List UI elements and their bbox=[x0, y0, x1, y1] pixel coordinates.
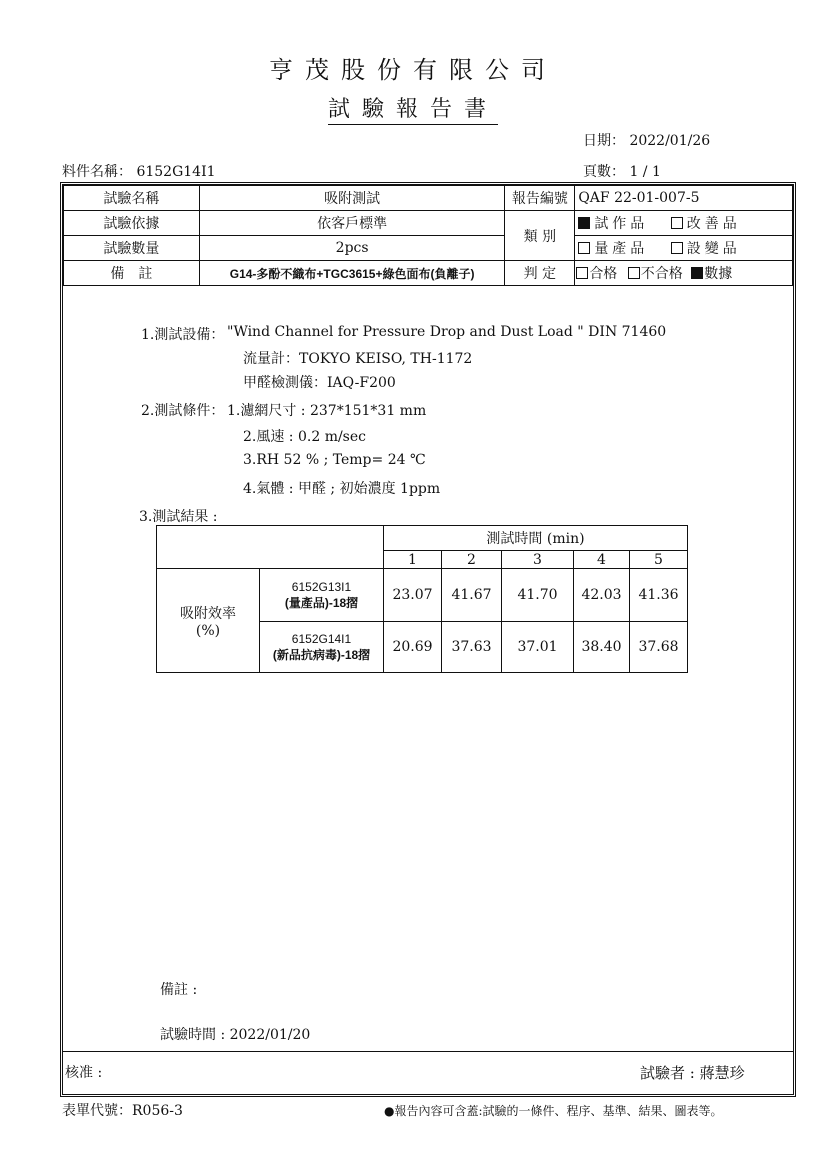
page-count: 頁數： 1 / 1 bbox=[583, 164, 661, 180]
equipment-line: 流量計：TOKYO KEISO, TH-1172 bbox=[243, 351, 473, 367]
divider bbox=[63, 1051, 793, 1052]
document-title-text: 試驗報告書 bbox=[328, 97, 498, 125]
checked-box-icon bbox=[691, 267, 703, 279]
test-basis-value: 依客戶標準 bbox=[199, 211, 505, 236]
result-value: 37.63 bbox=[442, 622, 502, 673]
remark-footer: 備註 : bbox=[160, 982, 198, 998]
document-title bbox=[0, 92, 826, 123]
results-corner bbox=[157, 526, 384, 569]
judge-options bbox=[575, 261, 793, 286]
empty-box-icon bbox=[671, 242, 683, 254]
category-label-text: 設變品 bbox=[686, 241, 741, 257]
test-basis-label: 試驗依據 bbox=[64, 211, 200, 236]
checked-box-icon bbox=[578, 217, 590, 229]
report-no-value: QAF 22-01-007-5 bbox=[575, 186, 793, 211]
judge-option-text: 合格 bbox=[589, 266, 618, 282]
category-label-text: 量產品 bbox=[594, 241, 649, 257]
test-name-value: 吸附測試 bbox=[199, 186, 505, 211]
sample-cell bbox=[260, 622, 384, 673]
form-code: 表單代號：R056-3 bbox=[62, 1103, 183, 1119]
report-date: 日期： 2022/01/26 bbox=[583, 133, 711, 149]
sample-cell bbox=[260, 569, 384, 622]
category-label-text: 試作品 bbox=[594, 216, 649, 232]
time-col-header: 4 bbox=[574, 551, 630, 569]
judge-option-text: 不合格 bbox=[640, 266, 683, 282]
equipment-line: 甲醛檢測儀：IAQ-F200 bbox=[243, 375, 396, 391]
category-row-1 bbox=[575, 211, 793, 236]
category-label: 類 別 bbox=[505, 211, 575, 261]
time-header: 測試時間 (min) bbox=[384, 526, 688, 551]
result-value: 41.36 bbox=[630, 569, 688, 622]
condition-line: 1.濾網尺寸 : 237*151*31 mm bbox=[227, 403, 427, 419]
result-value: 37.68 bbox=[630, 622, 688, 673]
judge-label: 判 定 bbox=[505, 261, 575, 286]
empty-box-icon bbox=[628, 267, 640, 279]
result-value: 37.01 bbox=[502, 622, 574, 673]
company-name: 亨茂股份有限公司 bbox=[269, 56, 557, 84]
time-col-header: 2 bbox=[442, 551, 502, 569]
approver: 核准 : bbox=[65, 1065, 103, 1081]
result-value: 20.69 bbox=[384, 622, 442, 673]
category-option bbox=[578, 241, 648, 257]
conditions-label: 2.測試條件： bbox=[141, 403, 225, 419]
time-col-header: 1 bbox=[384, 551, 442, 569]
time-col-header: 3 bbox=[502, 551, 574, 569]
metric-name: 吸附效率 bbox=[180, 605, 236, 622]
category-row-2 bbox=[575, 236, 793, 261]
result-value: 42.03 bbox=[574, 569, 630, 622]
result-value: 38.40 bbox=[574, 622, 630, 673]
remark-label: 備 註 bbox=[64, 261, 200, 286]
metric-unit: (%) bbox=[195, 622, 221, 639]
part-name: 料件名稱： 6152G14I1 bbox=[62, 164, 216, 180]
empty-box-icon bbox=[576, 267, 588, 279]
metric-label bbox=[157, 569, 260, 673]
equipment-line: "Wind Channel for Pressure Drop and Dust Load " DIN 71460 bbox=[227, 324, 667, 340]
sample-id: 6152G14I1 bbox=[291, 631, 352, 646]
judge-option bbox=[691, 266, 732, 282]
empty-box-icon bbox=[671, 217, 683, 229]
report-no-label: 報告編號 bbox=[505, 186, 575, 211]
condition-line: 4.氣體 : 甲醛 ; 初始濃度 1ppm bbox=[243, 481, 441, 497]
judge-option bbox=[628, 266, 683, 282]
empty-box-icon bbox=[578, 242, 590, 254]
sample-id: 6152G13I1 bbox=[291, 579, 352, 594]
test-time: 試驗時間 : 2022/01/20 bbox=[160, 1027, 311, 1043]
time-col-header: 5 bbox=[630, 551, 688, 569]
tester: 試驗者 : 蔣慧珍 bbox=[640, 1064, 745, 1082]
judge-option bbox=[576, 266, 617, 282]
test-quantity-label: 試驗數量 bbox=[64, 236, 200, 261]
judge-option-text: 數據 bbox=[704, 266, 733, 282]
equipment-label: 1.測試設備： bbox=[141, 327, 225, 343]
results-table bbox=[156, 525, 688, 673]
test-name-label: 試驗名稱 bbox=[64, 186, 200, 211]
report-note: ●報告內容可含蓋:試驗的一條件、程序、基準、結果、圖表等。 bbox=[384, 1104, 723, 1118]
condition-line: 2.風速 : 0.2 m/sec bbox=[243, 429, 366, 445]
result-value: 41.67 bbox=[442, 569, 502, 622]
category-option bbox=[671, 216, 741, 232]
remark-value: G14-多酚不織布+TGC3615+綠色面布(負離子) bbox=[199, 261, 505, 286]
category-option bbox=[671, 241, 741, 257]
condition-line: 3.RH 52 % ; Temp= 24 ℃ bbox=[243, 452, 426, 468]
sample-note: (量產品)-18摺 bbox=[284, 595, 359, 610]
info-table bbox=[63, 185, 793, 286]
result-value: 23.07 bbox=[384, 569, 442, 622]
sample-note: (新品抗病毒)-18摺 bbox=[272, 647, 371, 662]
test-quantity-value: 2pcs bbox=[199, 236, 505, 261]
report-frame bbox=[60, 182, 796, 1097]
result-value: 41.70 bbox=[502, 569, 574, 622]
category-option bbox=[578, 216, 648, 232]
results-label: 3.測試結果 : bbox=[139, 509, 218, 525]
category-label-text: 改善品 bbox=[686, 216, 741, 232]
table-row bbox=[157, 569, 688, 622]
